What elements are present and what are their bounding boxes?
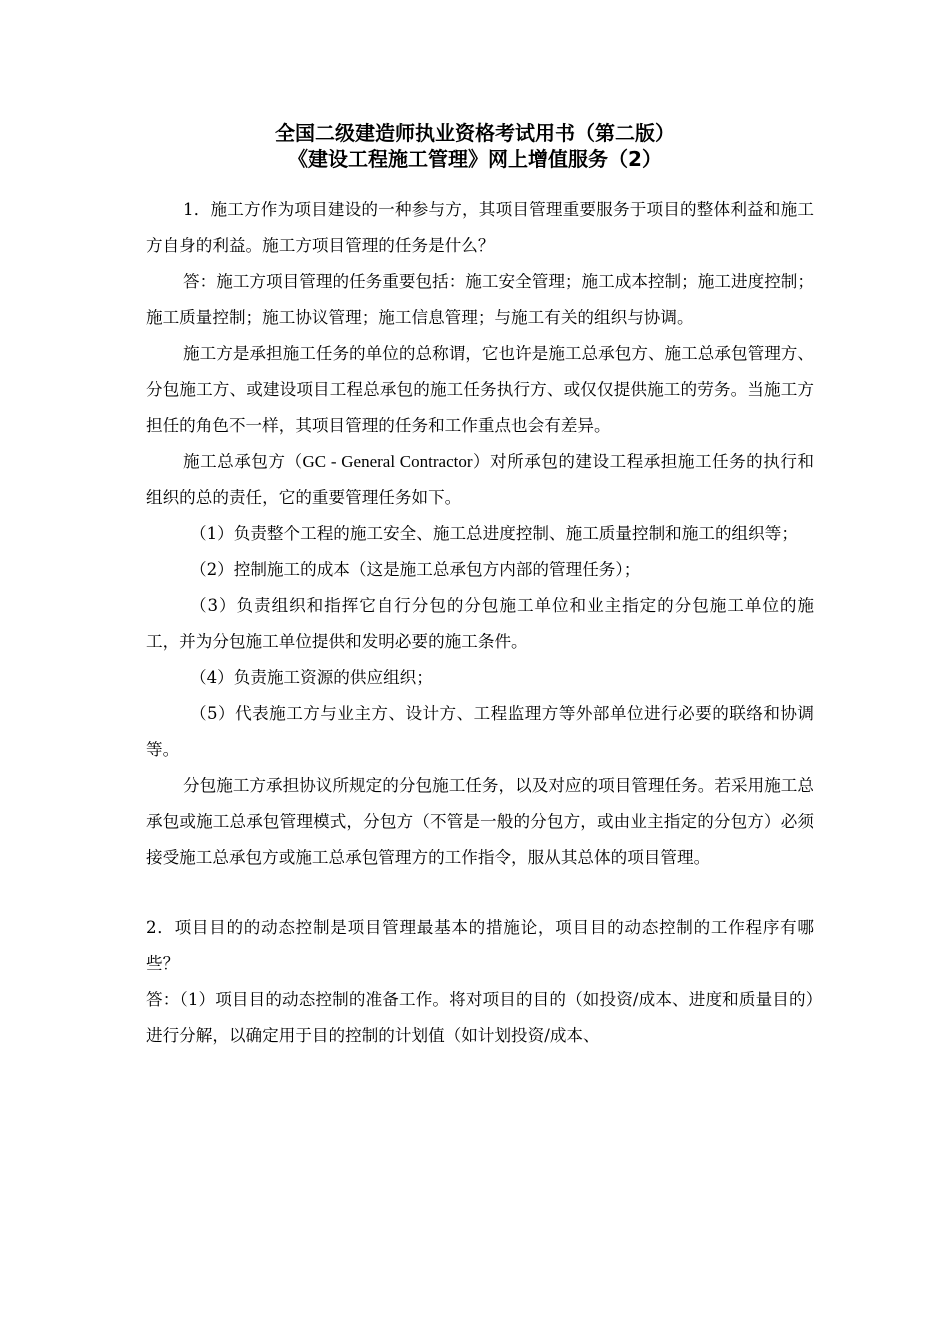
gc-suffix: ）对所承包的建设工程承担施工任务的执行和组织的总的责任，它的重要管理任务如下。 — [146, 452, 814, 507]
answer-2: 答：（1）项目目的动态控制的准备工作。将对项目的目的（如投资/成本、进度和质量目的）进行分解，以确定用于目的控制的计划值（如计划投资/成本、 — [146, 990, 814, 1045]
list-item-3: （3）负责组织和指挥它自行分包的分包施工单位和业主指定的分包施工单位的施工，并为分包施工单位提供和发明必要的施工条件。 — [146, 596, 814, 651]
answer-1: 答：施工方项目管理的任务重要包括：施工安全管理；施工成本控制；施工进度控制；施工质量控制；施工协议管理；施工信息管理；与施工有关的组织与协调。 — [146, 272, 814, 327]
gc-prefix: 施工总承包方（ — [183, 452, 303, 471]
list-item-2: （2）控制施工的成本（这是施工总承包方内部的管理任务）； — [190, 560, 641, 579]
paragraph-subcontractor: 分包施工方承担协议所规定的分包施工任务，以及对应的项目管理任务。若采用施工总承包或施工总承包管理模式，分包方（不管是一般的分包方，或由业主指定的分包方）必须接受施工总承包方或施工总承包管理方的工作指令，服从其总体的项目管理。 — [146, 776, 814, 867]
paragraph-general-contractor — [146, 444, 814, 516]
question-1: 1．施工方作为项目建设的一种参与方，其项目管理重要服务于项目的整体利益和施工方自身的利益。施工方项目管理的任务是什么？ — [146, 200, 814, 255]
list-item-1: （1）负责整个工程的施工安全、施工总进度控制、施工质量控制和施工的组织等； — [190, 524, 798, 543]
document-title-line1: 全国二级建造师执业资格考试用书（第二版） — [275, 121, 675, 145]
list-item-4: （4）负责施工资源的供应组织； — [190, 668, 433, 687]
gc-term: GC - General Contractor — [302, 452, 473, 471]
paragraph-contractor-types: 施工方是承担施工任务的单位的总称谓，它也许是施工总承包方、施工总承包管理方、分包施工方、或建设项目工程总承包的施工任务执行方、或仅仅提供施工的劳务。当施工方担任的角色不一样，其项目管理的任务和工作重点也会有差异。 — [146, 344, 814, 435]
question-2: 2．项目目的的动态控制是项目管理最基本的措施论，项目目的动态控制的工作程序有哪些？ — [146, 918, 814, 973]
document-title-line2: 《建设工程施工管理》网上增值服务（2） — [288, 147, 662, 171]
section-spacer — [146, 876, 814, 910]
list-item-5: （5）代表施工方与业主方、设计方、工程监理方等外部单位进行必要的联络和协调等。 — [146, 704, 814, 759]
document-body — [146, 192, 814, 1054]
